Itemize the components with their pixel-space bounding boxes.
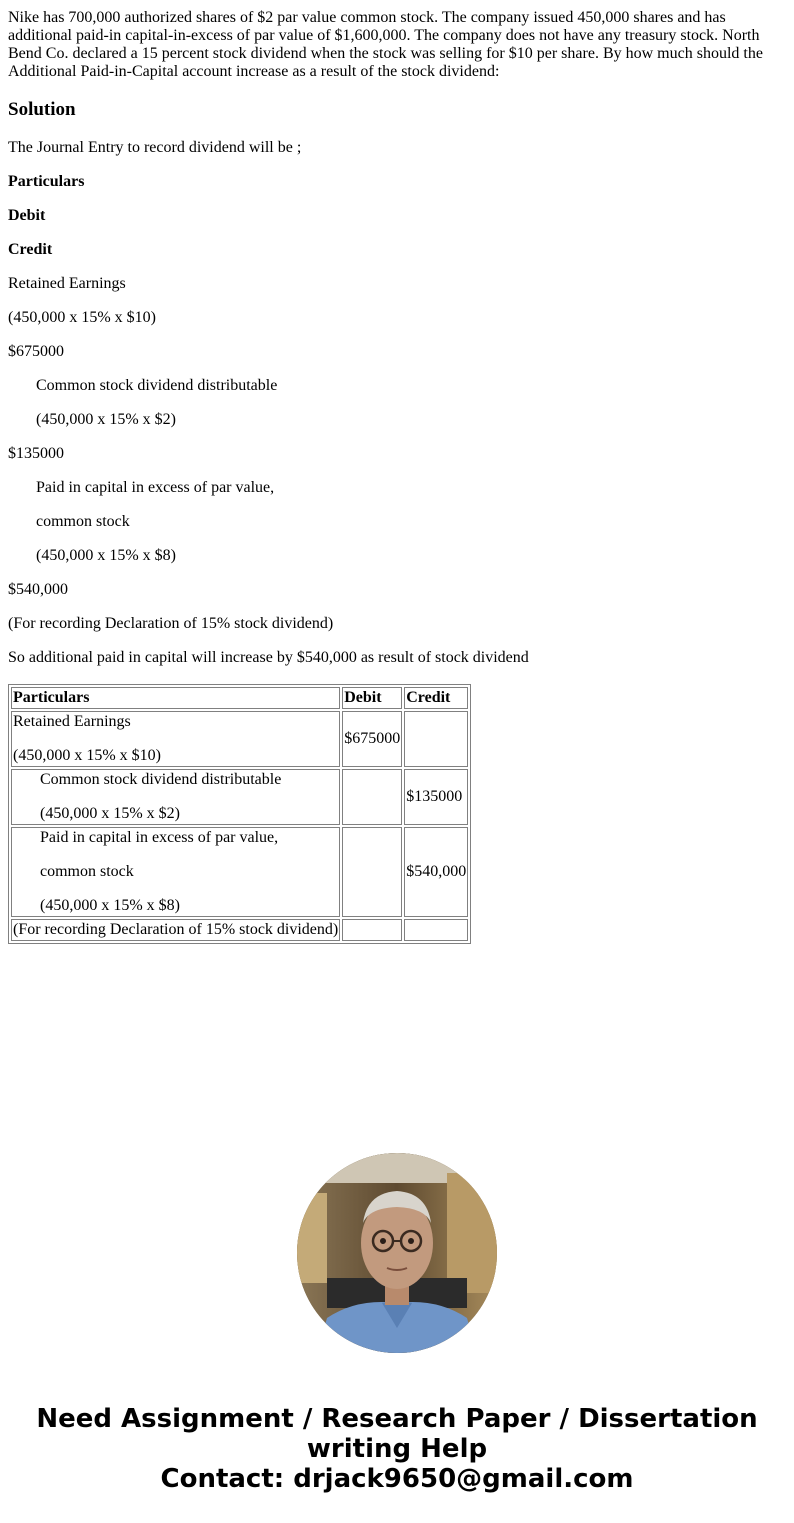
promo-line-2: writing Help (306, 1434, 488, 1464)
row2-particulars (11, 769, 340, 825)
row1-credit (404, 711, 468, 767)
row1-debit: $675000 (342, 711, 402, 767)
row3-credit: $540,000 (404, 827, 468, 917)
author-avatar (297, 1153, 497, 1353)
label-debit: Debit (8, 207, 46, 224)
row2-account: Common stock dividend distributable (40, 771, 282, 788)
promo-line-1: Need Assignment / Research Paper / Dissertation (36, 1404, 758, 1434)
author-photo-icon (297, 1153, 497, 1353)
label-particulars: Particulars (8, 173, 85, 190)
row4-debit (342, 919, 402, 941)
row3-account: Paid in capital in excess of par value, (40, 829, 279, 846)
row3-calc: (450,000 x 15% x $8) (40, 897, 180, 914)
solution-heading: Solution (8, 99, 76, 120)
journal-entry-table (8, 684, 471, 944)
table-header-row (11, 687, 468, 709)
table-row (11, 827, 468, 917)
entry1-debit: $675000 (8, 343, 64, 360)
entry2-calc: (450,000 x 15% x $2) (36, 411, 176, 428)
header-debit: Debit (342, 687, 402, 709)
entry3-account-cont: common stock (36, 513, 130, 530)
table-row (11, 919, 468, 941)
table-row (11, 769, 468, 825)
entry1-account: Retained Earnings (8, 275, 126, 292)
row4-narration: (For recording Declaration of 15% stock dividend) (11, 919, 340, 941)
row3-account-cont: common stock (40, 863, 134, 880)
row3-particulars (11, 827, 340, 917)
label-credit: Credit (8, 241, 53, 258)
header-particulars: Particulars (11, 687, 340, 709)
entry2-account: Common stock dividend distributable (36, 377, 278, 394)
header-credit: Credit (404, 687, 468, 709)
entry3-calc: (450,000 x 15% x $8) (36, 547, 176, 564)
promo-banner (0, 1404, 794, 1494)
row1-calc: (450,000 x 15% x $10) (13, 747, 161, 764)
entry3-credit: $540,000 (8, 581, 68, 598)
row1-account: Retained Earnings (13, 713, 131, 730)
question-paragraph: Nike has 700,000 authorized shares of $2 par value common stock. The company issued 450,000 shares and has additional paid-in capital-in-excess of par value of $1,600,000. The company does not have any treasury stock. North Bend Co. declared a 15 percent stock dividend when the stock was selling for $10 per share. By how much should the Additional Paid-in-Capital account increase as a result of the stock dividend: (8, 9, 763, 80)
narration-text: (For recording Declaration of 15% stock dividend) (8, 615, 334, 632)
row1-particulars (11, 711, 340, 767)
row2-debit (342, 769, 402, 825)
entry2-credit: $135000 (8, 445, 64, 462)
row3-debit (342, 827, 402, 917)
table-row (11, 711, 468, 767)
row2-credit: $135000 (404, 769, 468, 825)
promo-contact: Contact: drjack9650@gmail.com (160, 1464, 634, 1494)
question-text (8, 9, 778, 81)
intro-text: The Journal Entry to record dividend will be ; (8, 139, 302, 156)
entry1-calc: (450,000 x 15% x $10) (8, 309, 156, 326)
row4-credit (404, 919, 468, 941)
conclusion-text: So additional paid in capital will increase by $540,000 as result of stock dividend (8, 649, 529, 666)
row2-calc: (450,000 x 15% x $2) (40, 805, 180, 822)
entry3-account: Paid in capital in excess of par value, (36, 479, 275, 496)
